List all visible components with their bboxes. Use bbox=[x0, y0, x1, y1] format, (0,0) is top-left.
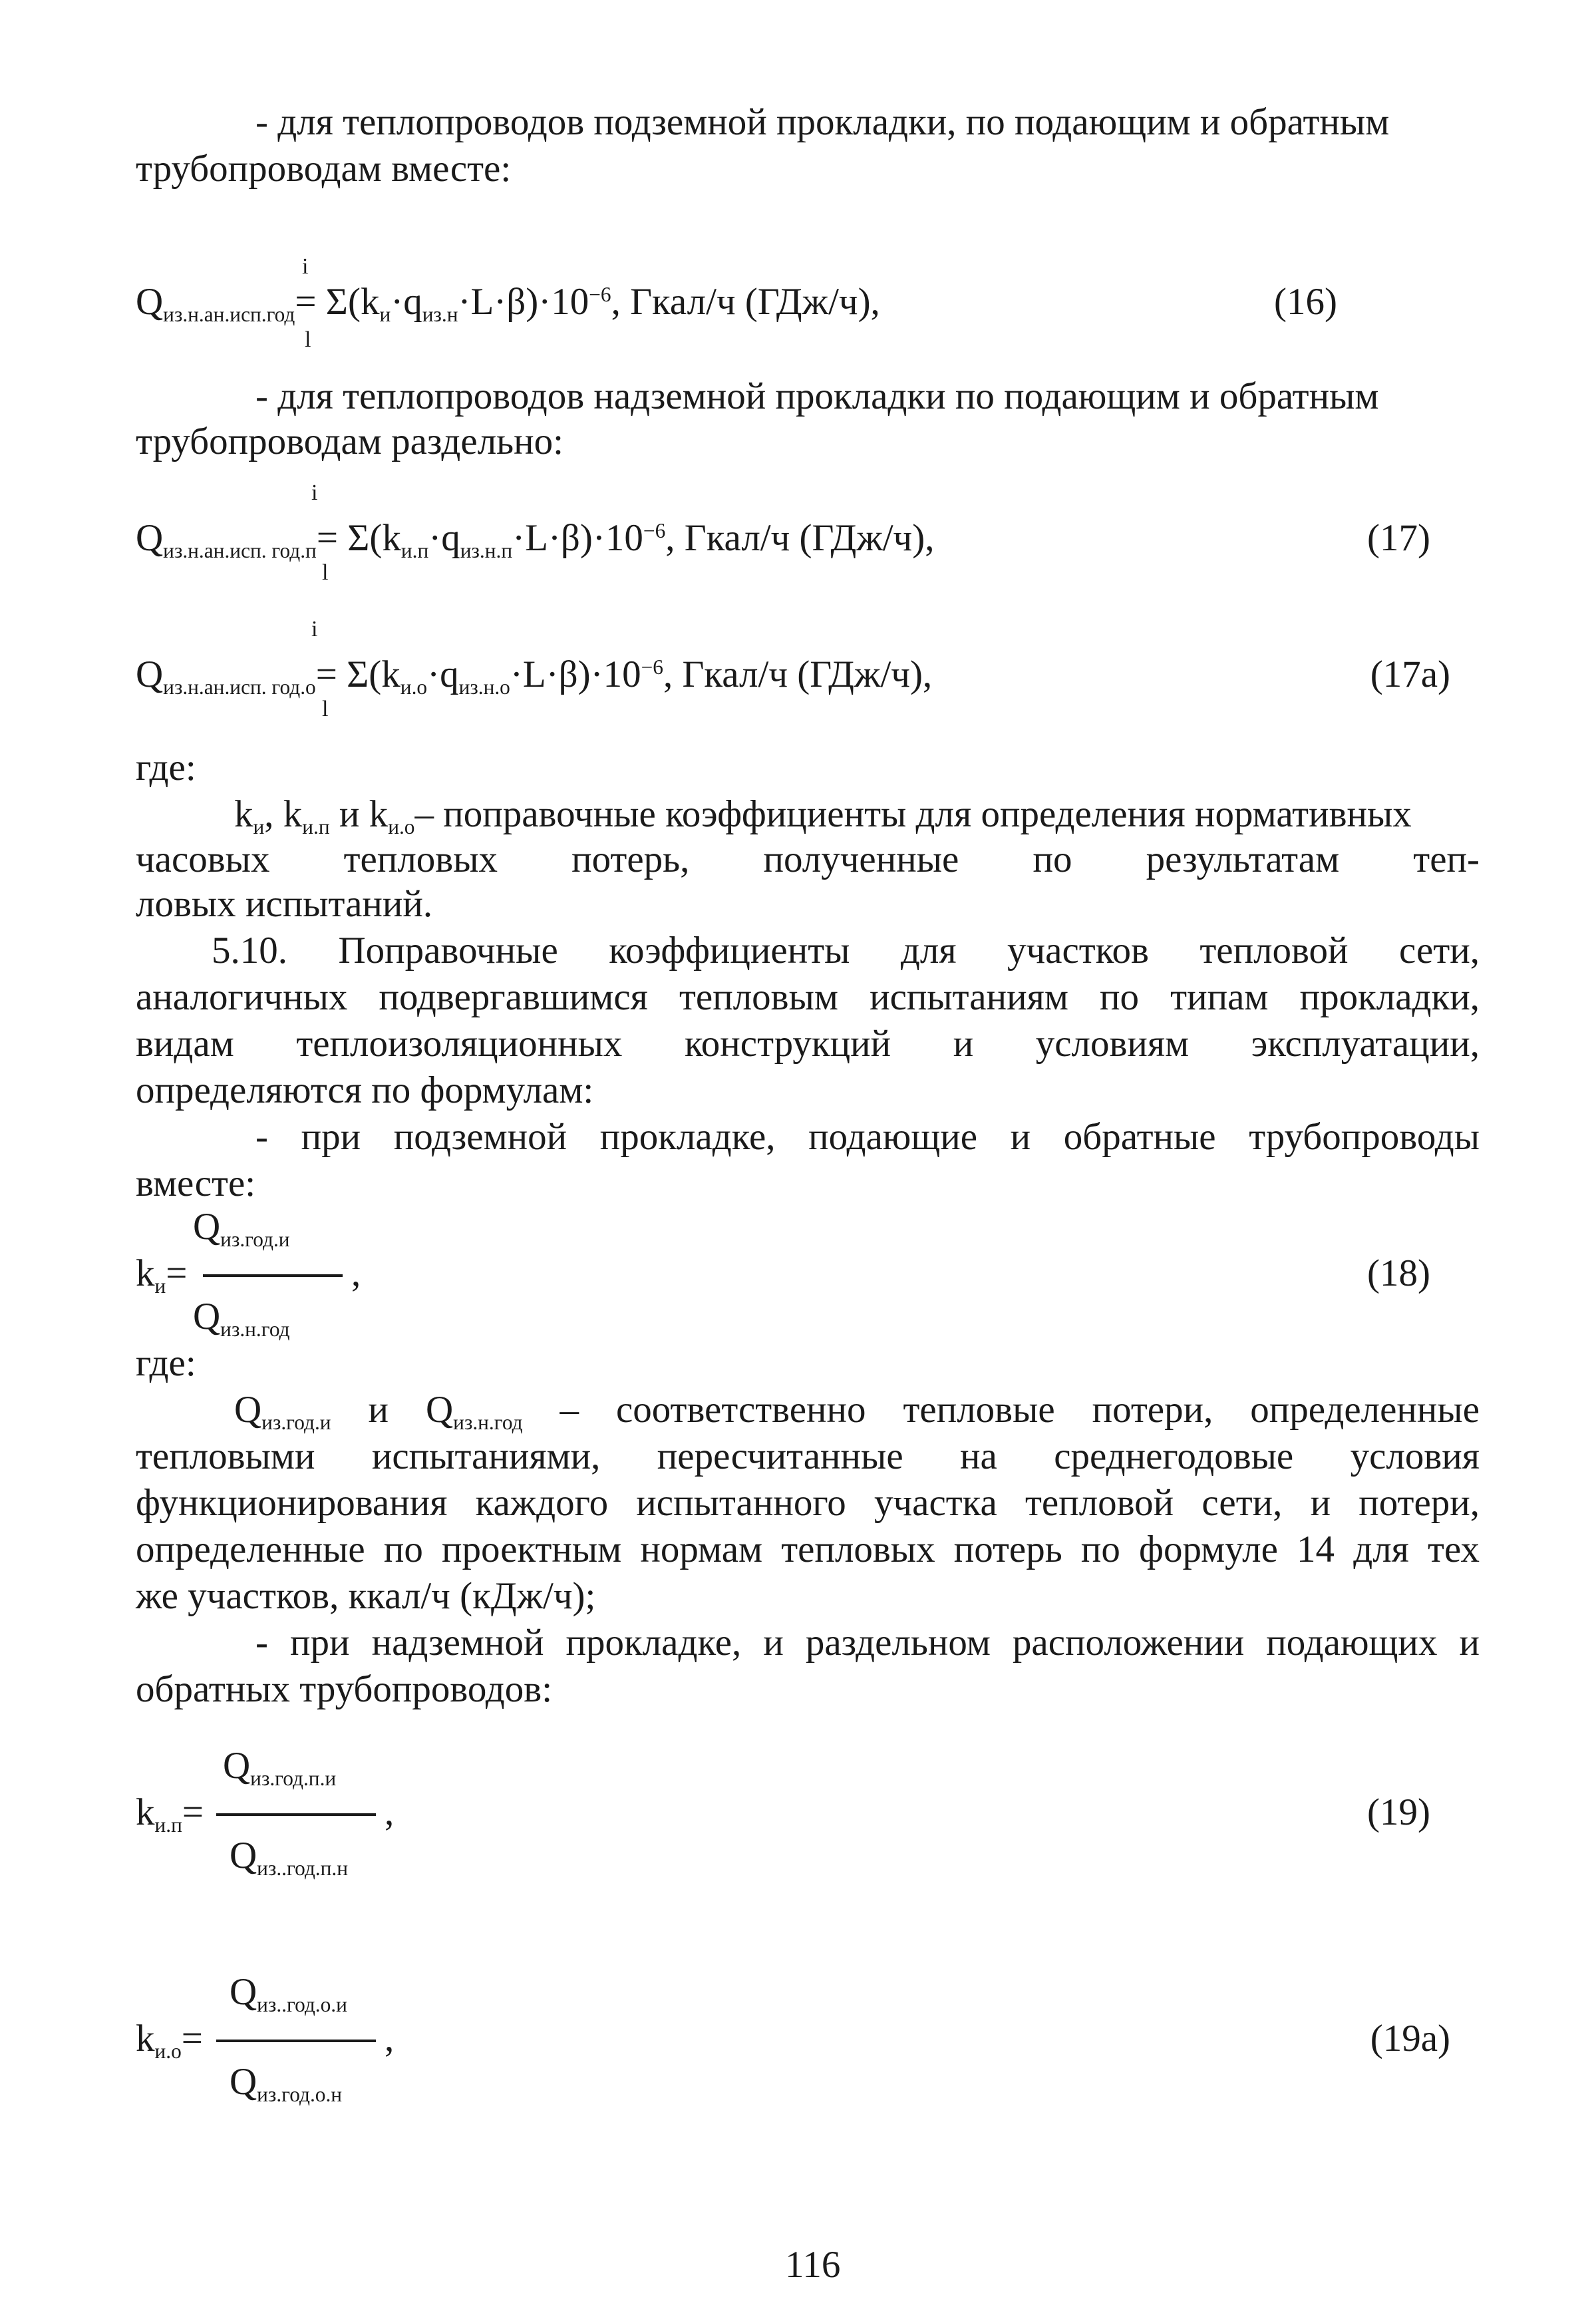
fraction-bar bbox=[216, 2040, 376, 2042]
q-definition-line-2: тепловыми испытаниями, пересчитанные на среднегодовые условия bbox=[136, 1435, 1480, 1477]
sum-lower-limit: l bbox=[322, 697, 329, 721]
where-label-1: где: bbox=[136, 747, 196, 789]
para-5-10-line-2: аналогичных подвергавшимся тепловым испытаниям по типам прокладки, bbox=[136, 976, 1480, 1018]
sum-upper-limit: i bbox=[311, 480, 318, 505]
q-definition-line-3: функционирования каждого испытанного участка тепловой сети, и потери, bbox=[136, 1482, 1480, 1524]
bullet-above-2: - при надземной прокладке, и раздельном расположении подающих и bbox=[255, 1622, 1480, 1664]
denominator: Qиз.год.о.н bbox=[230, 2061, 343, 2106]
denominator: Qиз.н.год bbox=[193, 1296, 290, 1341]
q-symbol: Q bbox=[136, 281, 164, 323]
numerator: Qиз..год.о.и bbox=[230, 1971, 347, 2016]
lhs: kи.о= bbox=[136, 2018, 203, 2063]
sum-lower-limit: l bbox=[322, 560, 329, 585]
para-5-10-line-1: 5.10. Поправочные коэффициенты для участков тепловой сети, bbox=[212, 930, 1480, 972]
k-definition-line-3: ловых испытаний. bbox=[136, 883, 433, 925]
bullet-underground-cont: трубопроводам вместе: bbox=[136, 148, 512, 190]
bullet-above-cont: трубопроводам раздельно: bbox=[136, 421, 563, 462]
q-subscript: из.н.ан.исп.год bbox=[163, 302, 295, 326]
formula-body: = Σ(k bbox=[295, 281, 380, 323]
numerator: Qиз.год.и bbox=[193, 1206, 290, 1251]
lhs: kи.п= bbox=[136, 1791, 204, 1837]
lhs: kи= bbox=[136, 1252, 188, 1298]
bullet-above-2-cont: обратных трубопроводов: bbox=[136, 1668, 553, 1710]
k-definition-line-2: часовых тепловых потерь, полученные по результатам теп- bbox=[136, 838, 1480, 880]
k-definition: kи, kи.п и kи.о– поправочные коэффициенты для определения нормативных bbox=[234, 793, 1412, 838]
page-number: 116 bbox=[785, 2244, 841, 2286]
fraction-bar bbox=[203, 1274, 343, 1277]
formula-number-17: (17) bbox=[1367, 517, 1430, 559]
q-definition-line-4: определенные по проектным нормам тепловых потерь по формуле 14 для тех bbox=[136, 1528, 1480, 1570]
formula-number-18: (18) bbox=[1367, 1252, 1430, 1294]
sum-upper-limit: i bbox=[302, 254, 309, 279]
fraction-bar bbox=[216, 1813, 376, 1816]
sum-lower-limit: l bbox=[305, 327, 311, 352]
exponent: −6 bbox=[589, 283, 611, 307]
denominator: Qиз..год.п.н bbox=[230, 1835, 349, 1880]
bullet-above: - для теплопроводов надземной прокладки по подающим и обратным bbox=[255, 375, 1379, 417]
q-definition-line-5: же участков, ккал/ч (кДж/ч); bbox=[136, 1575, 596, 1617]
units: , Гкал/ч (ГДж/ч), bbox=[611, 281, 880, 323]
sum-upper-limit: i bbox=[311, 617, 318, 641]
para-5-10-line-3: видам теплоизоляционных конструкций и условиям эксплуатации, bbox=[136, 1023, 1480, 1065]
bullet-underground: - для теплопроводов подземной прокладки, по подающим и обратным bbox=[255, 101, 1390, 143]
formula-number-19: (19) bbox=[1367, 1791, 1430, 1833]
formula-number-17a: (17а) bbox=[1370, 653, 1450, 695]
q-definition: Qиз.год.и и Qиз.н.год – соответственно тепловые потери, определенные bbox=[234, 1389, 1480, 1434]
bullet-underground-2: - при подземной прокладке, подающие и обратные трубопроводы bbox=[255, 1116, 1480, 1158]
para-5-10-line-4: определяются по формулам: bbox=[136, 1069, 594, 1111]
numerator: Qиз.год.п.и bbox=[223, 1745, 337, 1790]
bullet-underground-2-cont: вместе: bbox=[136, 1162, 256, 1204]
formula-number-16: (16) bbox=[1274, 281, 1337, 323]
formula-number-19a: (19а) bbox=[1370, 2018, 1450, 2059]
where-label-2: где: bbox=[136, 1342, 196, 1384]
